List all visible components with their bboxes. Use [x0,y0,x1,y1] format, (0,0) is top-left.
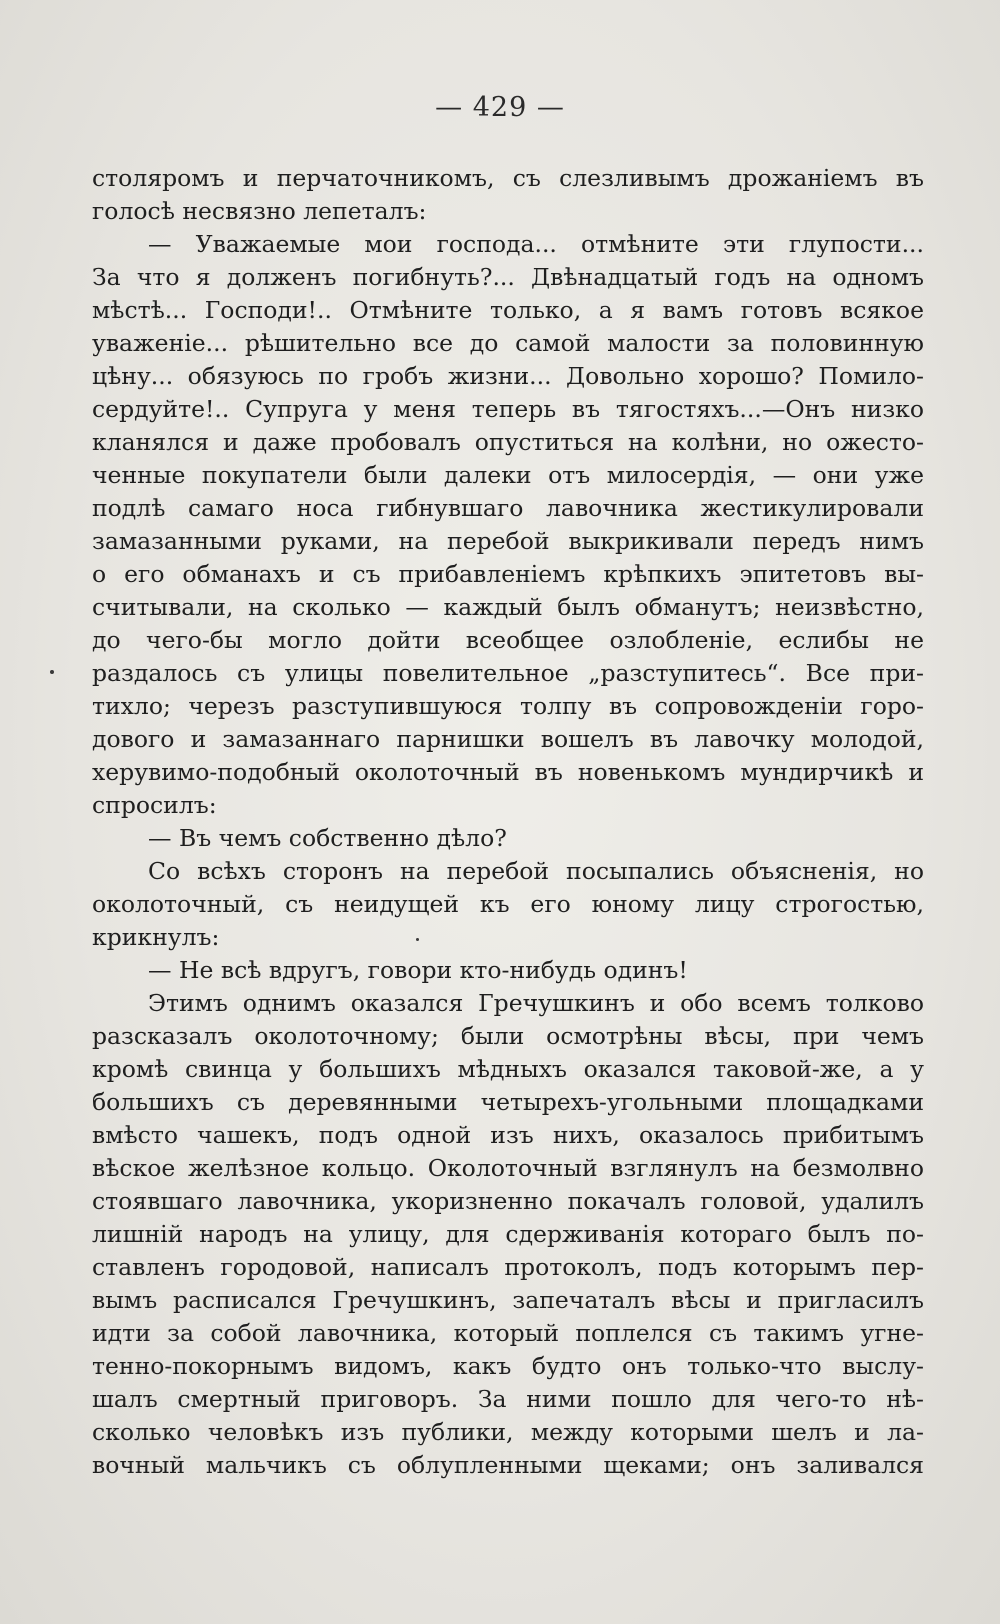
text-line: околоточный, съ неидущей къ его юному лицу строгостью, [92,890,924,918]
paper-speck [50,670,54,674]
text-line: подлѣ самаго носа гибнувшаго лавочника жестикулировали [92,494,924,522]
text-line: разсказалъ околоточному; были осмотрѣны вѣсы, при чемъ [92,1022,924,1050]
text-line: кланялся и даже пробовалъ опуститься на колѣни, но ожесто- [92,428,924,456]
text-line: сердуйте!.. Супруга у меня теперь въ тягостяхъ...—Онъ низко [92,395,924,423]
text-line: тихло; черезъ разступившуюся толпу въ сопровожденіи горо- [92,692,924,720]
text-line: — Не всѣ вдругъ, говори кто-нибудь одинъ! [148,956,688,984]
text-line: мѣстѣ... Господи!.. Отмѣните только, а я вамъ готовъ всякое [92,296,924,324]
text-line: вочный мальчикъ съ облупленными щеками; онъ заливался [92,1451,924,1479]
text-line: лишній народъ на улицу, для сдерживанія котораго былъ по- [92,1220,924,1248]
text-line: тенно-покорнымъ видомъ, какъ будто онъ только-что выслу- [92,1352,924,1380]
text-line: считывали, на сколько — каждый былъ обманутъ; неизвѣстно, [92,593,924,621]
text-line: идти за собой лавочника, который поплелся съ такимъ угне- [92,1319,924,1347]
text-line: — Уважаемые мои господа... отмѣните эти глупости... [148,230,924,258]
text-line: вѣское желѣзное кольцо. Околоточный взглянулъ на безмолвно [92,1154,924,1182]
text-line: кромѣ свинца у большихъ мѣдныхъ оказался таковой-же, а у [92,1055,924,1083]
page-number: — 429 — [435,92,565,123]
text-line: дового и замазаннаго парнишки вошелъ въ лавочку молодой, [92,725,924,753]
text-line: За что я долженъ погибнуть?... Двѣнадцатый годъ на одномъ [92,263,924,291]
text-line: херувимо-подобный околоточный въ новенькомъ мундирчикѣ и [92,758,924,786]
text-line: ставленъ городовой, написалъ протоколъ, подъ которымъ пер- [92,1253,924,1281]
text-line: большихъ съ деревянными четырехъ-угольными площадками [92,1088,924,1116]
text-line: — Въ чемъ собственно дѣло? [148,824,507,852]
paper-speck [416,938,419,941]
text-line: стоявшаго лавочника, укоризненно покачалъ головой, удалилъ [92,1187,924,1215]
text-line: цѣну... обязуюсь по гробъ жизни... Довольно хорошо? Помило- [92,362,924,390]
text-line: спросилъ: [92,791,217,819]
text-line: вмѣсто чашекъ, подъ одной изъ нихъ, оказалось прибитымъ [92,1121,924,1149]
text-line: уваженіе... рѣшительно все до самой малости за половинную [92,329,924,357]
text-line: вымъ расписался Гречушкинъ, запечаталъ вѣсы и пригласилъ [92,1286,924,1314]
text-line: Со всѣхъ сторонъ на перебой посыпались объясненія, но [148,857,924,885]
text-line: до чего-бы могло дойти всеобщее озлобленіе, еслибы не [92,626,924,654]
text-line: раздалось съ улицы повелительное „разступитесь“. Все при- [92,659,924,687]
text-line: шалъ смертный приговоръ. За ними пошло для чего-то нѣ- [92,1385,924,1413]
text-line: Этимъ однимъ оказался Гречушкинъ и обо всемъ толково [148,989,924,1017]
text-line: голосѣ несвязно лепеталъ: [92,197,427,225]
text-line: замазанными руками, на перебой выкрикивали передъ нимъ [92,527,924,555]
text-line: сколько человѣкъ изъ публики, между которыми шелъ и ла- [92,1418,924,1446]
text-line: столяромъ и перчаточникомъ, съ слезливымъ дрожаніемъ въ [92,164,924,192]
text-line: ченные покупатели были далеки отъ милосердія, — они уже [92,461,924,489]
text-line: крикнулъ: [92,923,220,951]
text-line: о его обманахъ и съ прибавленіемъ крѣпкихъ эпитетовъ вы- [92,560,924,588]
